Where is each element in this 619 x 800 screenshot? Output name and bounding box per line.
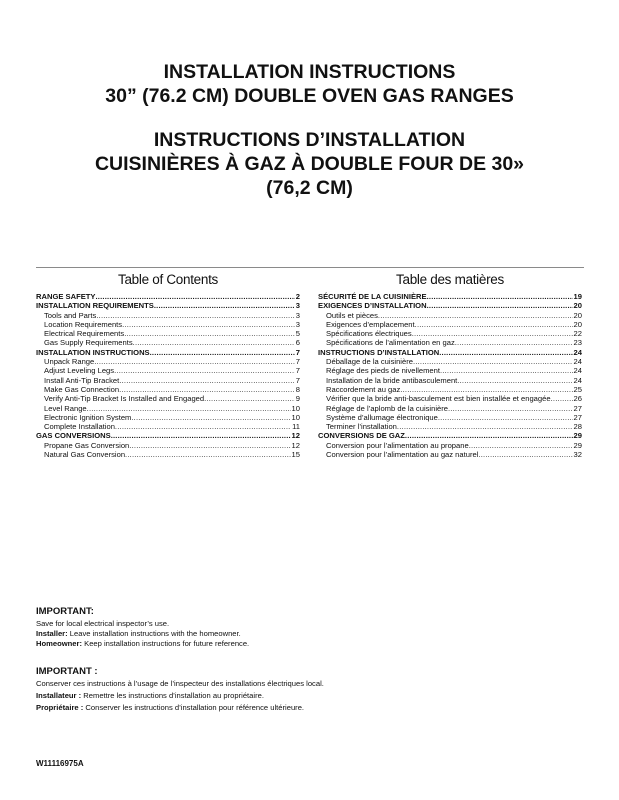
toc-dot-leader	[122, 320, 295, 329]
toc-subsection-entry	[318, 441, 582, 450]
toc-dot-leader	[96, 311, 294, 320]
toc-entry-page: 28	[573, 422, 582, 432]
toc-entry-label: Terminer l’installation	[326, 422, 397, 432]
toc-subsection-entry	[36, 441, 300, 450]
toc-entry-page: 24	[573, 366, 582, 376]
toc-entry-label: Spécifications de l’alimentation en gaz	[326, 338, 455, 348]
important-heading-fr: IMPORTANT :	[36, 666, 98, 677]
title-en-line2: 30” (76.2 CM) DOUBLE OVEN GAS RANGES	[105, 85, 514, 107]
toc-dot-leader	[94, 357, 295, 366]
toc-subsection-entry	[318, 413, 582, 422]
toc-entry-label: Spécifications électriques	[326, 329, 412, 339]
toc-subsection-entry	[318, 338, 582, 347]
owner-note-fr	[36, 703, 326, 713]
toc-subsection-entry	[318, 385, 582, 394]
toc-dot-leader	[115, 422, 291, 431]
toc-entry-page: 26	[573, 394, 582, 404]
toc-entry-label: Conversion pour l’alimentation au propane	[326, 440, 469, 450]
toc-dot-leader	[415, 320, 573, 329]
toc-entry-page: 12	[291, 431, 300, 441]
toc-entry-label: Conversion pour l’alimentation au gaz naturel	[326, 450, 479, 460]
toc-entry-label: Level Range	[44, 403, 87, 413]
toc-section-entry	[318, 301, 582, 310]
toc-entry-label: CONVERSIONS DE GAZ	[318, 431, 405, 441]
toc-entry-label: Propane Gas Conversion	[44, 440, 130, 450]
toc-section-entry	[36, 431, 300, 440]
installer-note-fr	[36, 691, 326, 701]
toc-section-entry	[318, 348, 582, 357]
toc-entry-page: 10	[291, 403, 300, 413]
installer-text-en: Leave installation instructions with the homeowner.	[69, 629, 241, 638]
toc-subsection-entry	[36, 311, 300, 320]
toc-subsection-entry	[318, 357, 582, 366]
toc-subsection-entry	[318, 329, 582, 338]
toc-heading-fr: Table des matières	[396, 272, 504, 287]
toc-entry-page: 23	[573, 338, 582, 348]
toc-section-entry	[36, 301, 300, 310]
toc-entry-label: Raccordement au gaz	[326, 384, 401, 394]
toc-entry-label: INSTRUCTIONS D’INSTALLATION	[318, 347, 440, 357]
toc-entry-label: Réglage des pieds de nivellement	[326, 366, 440, 376]
toc-entry-page: 25	[573, 384, 582, 394]
toc-subsection-entry	[36, 404, 300, 413]
toc-entry-page: 32	[573, 450, 582, 460]
toc-entry-page: 5	[295, 329, 300, 339]
toc-dot-leader	[427, 301, 573, 310]
toc-dot-leader	[131, 413, 290, 422]
toc-subsection-entry	[318, 311, 582, 320]
toc-french	[318, 272, 582, 459]
toc-subsection-entry	[36, 385, 300, 394]
toc-entry-page: 29	[573, 440, 582, 450]
important-heading-en: IMPORTANT:	[36, 606, 94, 617]
toc-list-fr	[318, 292, 582, 459]
toc-entry-page: 29	[573, 431, 582, 441]
toc-entry-page: 3	[295, 301, 300, 311]
toc-subsection-entry	[318, 320, 582, 329]
toc-dot-leader	[427, 292, 573, 301]
toc-entry-label: Adjust Leveling Legs	[44, 366, 115, 376]
toc-entry-page: 2	[295, 292, 300, 301]
toc-dot-leader	[413, 357, 573, 366]
toc-entry-page: 3	[295, 310, 300, 320]
toc-dot-leader	[448, 404, 573, 413]
title-french	[0, 128, 619, 200]
toc-dot-leader	[440, 366, 573, 375]
toc-entry-label: Electrical Requirements	[44, 329, 125, 339]
toc-dot-leader	[438, 413, 573, 422]
toc-entry-label: Outils et pièces	[326, 310, 378, 320]
toc-entry-label: SÉCURITÉ DE LA CUISINIÈRE	[318, 292, 427, 301]
toc-entry-page: 7	[295, 347, 300, 357]
installer-label-en: Installer:	[36, 629, 68, 638]
toc-dot-leader	[204, 394, 295, 403]
toc-dot-leader	[154, 301, 295, 310]
toc-dot-leader	[87, 404, 291, 413]
toc-entry-label: Exigences d’emplacement	[326, 319, 415, 329]
installer-note-en	[36, 629, 326, 639]
toc-entry-page: 24	[573, 347, 582, 357]
title-fr-line3: (76,2 CM)	[266, 177, 353, 199]
toc-entry-page: 7	[295, 366, 300, 376]
toc-subsection-entry	[36, 413, 300, 422]
toc-subsection-entry	[36, 338, 300, 347]
toc-entry-page: 6	[295, 338, 300, 348]
toc-subsection-entry	[318, 404, 582, 413]
toc-dot-leader	[457, 376, 572, 385]
inspector-note-en: Save for local electrical inspector’s use.	[36, 619, 170, 628]
toc-subsection-entry	[36, 394, 300, 403]
toc-entry-page: 8	[295, 384, 300, 394]
toc-entry-page: 22	[573, 329, 582, 339]
toc-section-entry	[36, 292, 300, 301]
toc-dot-leader	[114, 366, 295, 375]
toc-entry-page: 7	[295, 375, 300, 385]
toc-dot-leader	[119, 385, 295, 394]
toc-list-en	[36, 292, 300, 459]
toc-dot-leader	[478, 450, 572, 459]
installer-text-fr: Remettre les instructions d’installation au propriétaire.	[83, 691, 264, 700]
toc-subsection-entry	[318, 394, 582, 403]
title-fr-line1: INSTRUCTIONS D’INSTALLATION	[153, 129, 466, 151]
toc-english	[36, 272, 300, 459]
owner-text-fr: Conserver les instructions d’installation pour référence ultérieure.	[85, 703, 305, 712]
toc-entry-label: INSTALLATION INSTRUCTIONS	[36, 347, 150, 357]
toc-entry-label: RANGE SAFETY	[36, 292, 96, 301]
toc-entry-page: 27	[573, 412, 582, 422]
toc-subsection-entry	[36, 422, 300, 431]
installer-label-fr: Installateur :	[36, 691, 82, 700]
toc-subsection-entry	[318, 376, 582, 385]
toc-dot-leader	[469, 441, 573, 450]
toc-entry-page: 20	[573, 301, 582, 311]
homeowner-text-en: Keep installation instructions for future reference.	[84, 639, 250, 648]
document-number: W11116975A	[36, 759, 84, 768]
inspector-note-fr: Conserver ces instructions à l’usage de l’inspecteur des installations électriques local.	[36, 679, 324, 688]
toc-subsection-entry	[36, 329, 300, 338]
important-notice-en	[36, 606, 326, 649]
toc-section-entry	[36, 348, 300, 357]
toc-entry-page: 19	[573, 292, 582, 301]
toc-dot-leader	[400, 385, 572, 394]
toc-entry-label: Install Anti-Tip Bracket	[44, 375, 120, 385]
toc-entry-page: 7	[295, 357, 300, 367]
toc-entry-label: Vérifier que la bride anti-basculement est bien installée et engagée	[326, 394, 551, 404]
toc-entry-label: Réglage de l’aplomb de la cuisinière	[326, 403, 448, 413]
toc-entry-label: Make Gas Connection	[44, 384, 120, 394]
toc-entry-label: Verify Anti-Tip Bracket Is Installed and Engaged	[44, 394, 205, 404]
toc-entry-page: 27	[573, 403, 582, 413]
toc-entry-label: Complete Installation	[44, 422, 115, 432]
toc-subsection-entry	[318, 450, 582, 459]
toc-subsection-entry	[318, 422, 582, 431]
toc-entry-label: Gas Supply Requirements	[44, 338, 133, 348]
toc-dot-leader	[150, 348, 295, 357]
toc-entry-page: 11	[292, 422, 300, 432]
toc-dot-leader	[412, 329, 573, 338]
toc-dot-leader	[96, 292, 295, 301]
toc-entry-page: 24	[573, 357, 582, 367]
toc-dot-leader	[133, 338, 295, 347]
homeowner-note-en	[36, 639, 326, 649]
toc-subsection-entry	[318, 366, 582, 375]
toc-dot-leader	[378, 311, 573, 320]
toc-entry-page: 9	[295, 394, 300, 404]
toc-dot-leader	[111, 431, 291, 440]
important-notice-fr	[36, 666, 326, 715]
toc-entry-label: GAS CONVERSIONS	[36, 431, 111, 441]
toc-dot-leader	[439, 348, 572, 357]
toc-subsection-entry	[36, 376, 300, 385]
toc-entry-page: 10	[291, 412, 300, 422]
toc-entry-label: INSTALLATION REQUIREMENTS	[36, 301, 154, 311]
title-english	[0, 60, 619, 108]
toc-entry-label: Electronic Ignition System	[44, 412, 132, 422]
toc-dot-leader	[129, 441, 290, 450]
toc-entry-label: EXIGENCES D’INSTALLATION	[318, 301, 427, 311]
toc-entry-label: Système d’allumage électronique	[326, 412, 438, 422]
toc-entry-page: 3	[295, 319, 300, 329]
toc-entry-label: Natural Gas Conversion	[44, 450, 126, 460]
toc-entry-label: Unpack Range	[44, 357, 95, 367]
toc-entry-page: 12	[291, 440, 300, 450]
toc-divider	[36, 267, 584, 268]
title-en-line1: INSTALLATION INSTRUCTIONS	[163, 61, 456, 83]
toc-dot-leader	[455, 338, 573, 347]
homeowner-label-en: Homeowner:	[36, 639, 82, 648]
toc-subsection-entry	[36, 320, 300, 329]
toc-dot-leader	[119, 376, 295, 385]
owner-label-fr: Propriétaire :	[36, 703, 84, 712]
toc-entry-label: Installation de la bride antibasculement	[326, 375, 458, 385]
toc-entry-label: Déballage de la cuisinière	[326, 357, 413, 367]
toc-subsection-entry	[36, 357, 300, 366]
toc-dot-leader	[125, 450, 291, 459]
toc-entry-page: 15	[291, 450, 300, 460]
toc-section-entry	[318, 431, 582, 440]
toc-section-entry	[318, 292, 582, 301]
toc-dot-leader	[397, 422, 573, 431]
toc-entry-page: 20	[573, 319, 582, 329]
toc-entry-label: Location Requirements	[44, 319, 123, 329]
toc-dot-leader	[124, 329, 295, 338]
toc-entry-page: 24	[573, 375, 582, 385]
toc-subsection-entry	[36, 366, 300, 375]
toc-dot-leader	[551, 394, 573, 403]
toc-entry-page: 20	[573, 310, 582, 320]
toc-dot-leader	[405, 431, 573, 440]
toc-subsection-entry	[36, 450, 300, 459]
title-fr-line2: CUISINIÈRES À GAZ À DOUBLE FOUR DE 30»	[94, 153, 525, 175]
toc-entry-label: Tools and Parts	[44, 310, 97, 320]
toc-heading-en: Table of Contents	[118, 272, 218, 287]
